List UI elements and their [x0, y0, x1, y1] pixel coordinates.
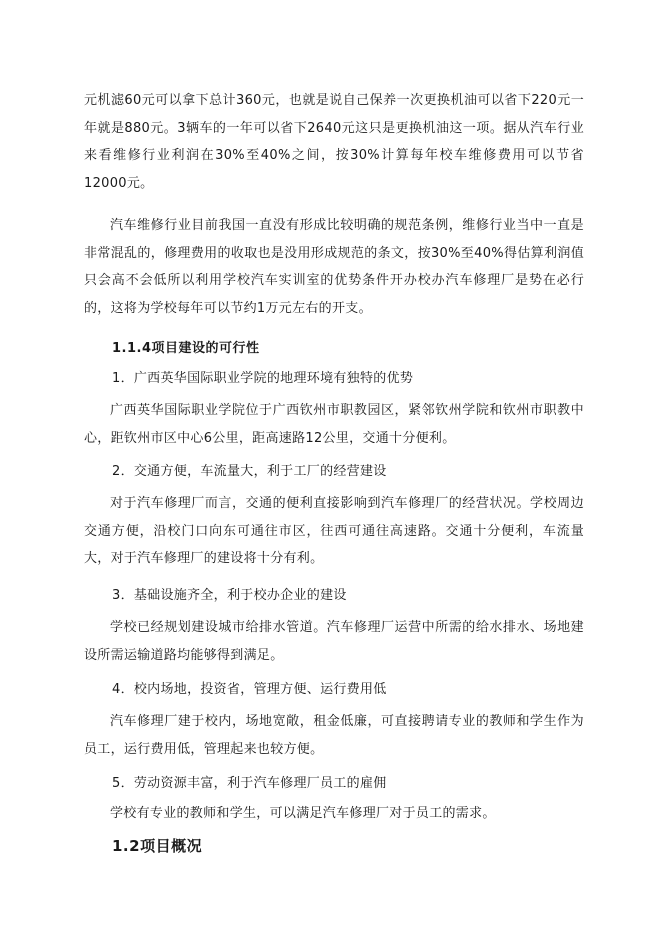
- paragraph-industry-regulation: 汽车维修行业目前我国一直没有形成比较明确的规范条例，维修行业当中一直是非常混乱的，修理费用的收取也是没用形成规范的条文，按30%至40%得估算利润值只会高不会低所以利用学校汽车实训室的优势条件开办校办汽车修理厂是势在必行的，这将为学校每年可以节约1万元左右的开支。: [84, 218, 584, 316]
- feasibility-item-3-title: 3．基础设施齐全，利于校办企业的建设: [112, 588, 347, 603]
- feasibility-item-1-title: 1．广西英华国际职业学院的地理环境有独特的优势: [112, 371, 414, 386]
- section-heading-1-2: 1.2项目概况: [112, 837, 203, 855]
- section-heading-1-1-4: 1.1.4项目建设的可行性: [112, 341, 260, 356]
- feasibility-item-2-title: 2．交通方便，车流量大，利于工厂的经营建设: [112, 464, 387, 479]
- feasibility-item-5-body: 学校有专业的教师和学生，可以满足汽车修理厂对于员工的需求。: [110, 806, 496, 821]
- feasibility-item-5-title: 5．劳动资源丰富，利于汽车修理厂员工的雇佣: [112, 776, 387, 791]
- feasibility-item-4-body: 汽车修理厂建于校内，场地宽敞，租金低廉，可直接聘请专业的教师和学生作为员工，运行费用低，管理起来也较方便。: [84, 714, 584, 757]
- paragraph-cost-savings: 元机滤60元可以拿下总计360元，也就是说自己保养一次更换机油可以省下220元一年就是880元。3辆车的一年可以省下2640元这只是更换机油这一项。据从汽车行业来看维修行业利润在30%至40%之间，按30%计算每年校车维修费用可以节省12000元。: [84, 93, 584, 191]
- feasibility-item-2-body: 对于汽车修理厂而言，交通的便利直接影响到汽车修理厂的经营状况。学校周边交通方便，沿校门口向东可通往市区，往西可通往高速路。交通十分便利，车流量大，对于汽车修理厂的建设将十分有利。: [84, 496, 584, 566]
- feasibility-item-3-body: 学校已经规划建设城市给排水管道。汽车修理厂运营中所需的给水排水、场地建设所需运输道路均能够得到满足。: [84, 620, 584, 663]
- feasibility-item-1-body: 广西英华国际职业学院位于广西钦州市职教园区，紧邻钦州学院和钦州市职教中心，距钦州市区中心6公里，距高速路12公里，交通十分便利。: [84, 403, 584, 446]
- feasibility-item-4-title: 4．校内场地，投资省，管理方便、运行费用低: [112, 682, 387, 697]
